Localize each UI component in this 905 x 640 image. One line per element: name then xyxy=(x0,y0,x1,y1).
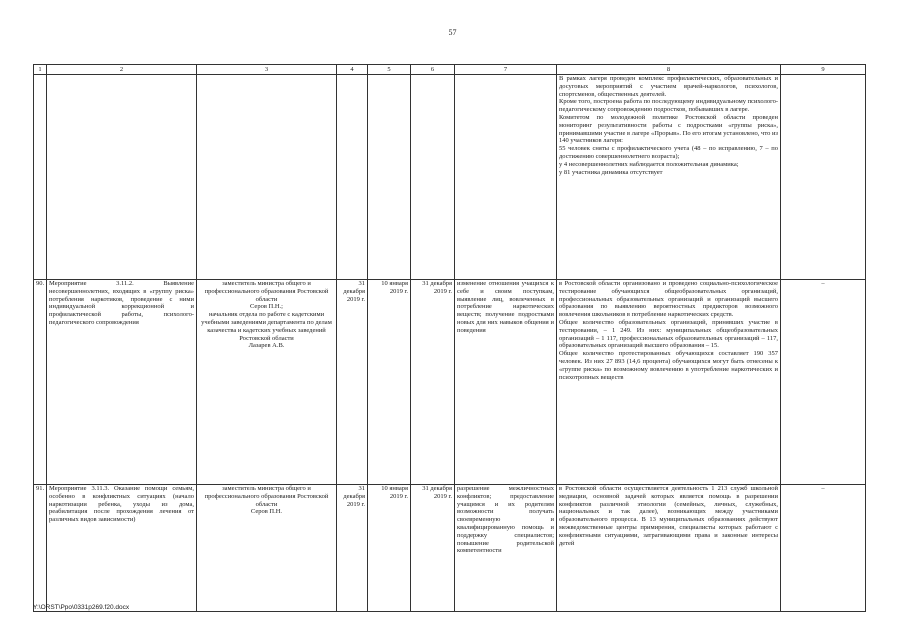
column-number: 5 xyxy=(368,65,411,75)
cell-date-end: 31 декабря 2019 г. xyxy=(411,280,455,485)
cell-empty xyxy=(781,75,866,280)
results-paragraph: Общее количество образовательных организаций, принявших участие в тестировании, – 1 249. Из них: муниципальных общеобразовательных организаций – 1 117, профессиональных образовательных организаций – 117, образовательных организаций высшего образования – 15. xyxy=(559,318,778,350)
cell-date-planned: 31 декабря 2019 г. xyxy=(337,280,368,485)
cell-date-start: 10 января 2019 г. xyxy=(368,485,411,612)
cell-empty xyxy=(368,75,411,280)
results-paragraph: Кроме того, построена работа по последующему индивидуальному психолого-педагогическому сопровождению подростков, побывавших в лагере. xyxy=(559,98,778,114)
cell-responsible xyxy=(197,280,337,485)
results-paragraph: у 4 несовершеннолетних наблюдается положительная динамика; xyxy=(559,160,739,168)
results-paragraph: в Ростовской области организовано и проведено социально-психологическое тестирование обучающихся общеобразовательных организаций, профессиональных образовательных организаций и организаций высшего образования по выявлению вероятностных предикторов возможного вовлечения школьников в потребление наркотических средств. xyxy=(559,280,778,319)
responsible-line: заместитель министра общего и профессионального образования Ростовской области xyxy=(204,485,329,508)
cell-event: Мероприятие 3.11.2. Выявление несовершеннолетних, входящих в «группу риска» потребления наркотиков, проведение с ними индивидуальной коррекционной и профилактической работы, психолого-педагогического сопровождения xyxy=(47,280,197,485)
page-number: 57 xyxy=(448,28,457,37)
cell-event: Мероприятие 3.11.3. Оказание помощи семьям, особенно в конфликтных ситуациях (начало наркотизации ребенка, уходы из дома, реабилитация после прохождения лечения от различных видов зависимости) xyxy=(47,485,197,612)
responsible-line: Лазарев А.В. xyxy=(248,342,285,350)
cell-empty xyxy=(337,75,368,280)
cell-reasons: – xyxy=(781,280,866,485)
column-number: 8 xyxy=(557,65,781,75)
cell-empty xyxy=(47,75,197,280)
column-number: 9 xyxy=(781,65,866,75)
cell-expected-result: разрешение межличностных конфликтов; предоставление учащимся и их родителям возможности получать своевременную и квалифицированную помощь и поддержку специалистов; повышение родительской компетентности xyxy=(455,485,557,612)
results-paragraph: Комитетом по молодежной политике Ростовской области проведен мониторинг результативности работы с подростками «группы риска», принимавшими участие в лагере «Прорыв». По его итогам установлено, что из 140 участников лагеря: xyxy=(559,113,778,145)
responsible-line: начальник отдела по работе с кадетскими учебными заведениями департамента по делам казачества и кадетских учебных заведений Ростовской области xyxy=(201,311,332,342)
cell-date-start: 10 января 2019 г. xyxy=(368,280,411,485)
cell-empty xyxy=(197,75,337,280)
report-table xyxy=(33,64,866,612)
column-number: 7 xyxy=(455,65,557,75)
results-paragraph: Общее количество протестированных обучающихся составляет 190 357 человек. Из них 27 893 (14,6 процента) обучающихся могут быть отнесены к «группе риска» по возможному вовлечению в употребление наркотических и психотропных веществ xyxy=(559,350,778,381)
column-number: 4 xyxy=(337,65,368,75)
results-paragraph: в Ростовской области осуществляется деятельность 1 213 служб школьной медиации, основной задачей которых является помощь в разрешении конфликтов различной этиологии (семейных, личных, служебных, национальных и так далее), возникающих между участниками образовательного процесса. В 13 муниципальных образованиях действуют межведомственные центры примирения, специалисты которых работают с конфликтными ситуациями, затрагивающими права и законные интересы детей xyxy=(559,485,778,547)
cell-responsible xyxy=(197,485,337,612)
cell-results xyxy=(557,75,781,280)
column-number: 1 xyxy=(34,65,47,75)
row-number: 90. xyxy=(34,280,47,485)
results-paragraph: В рамках лагеря проведен комплекс профилактических, образовательных и досуговых мероприятий с участием врачей-наркологов, психологов, спортсменов, общественных деятелей. xyxy=(559,75,778,98)
results-paragraph: у 81 участника динамика отсутствует xyxy=(559,168,663,176)
table-row xyxy=(34,280,866,485)
cell-expected-result: изменение отношения учащихся к себе и своим поступкам, выявление лиц, вовлеченных в потребление наркотических веществ; получение подростками новых для них навыков общения и поведения xyxy=(455,280,557,485)
table-row xyxy=(34,485,866,612)
cell-date-end: 31 декабря 2019 г. xyxy=(411,485,455,612)
column-number: 6 xyxy=(411,65,455,75)
cell-empty xyxy=(34,75,47,280)
cell-results xyxy=(557,280,781,485)
row-number: 91. xyxy=(34,485,47,612)
cell-empty xyxy=(455,75,557,280)
cell-empty xyxy=(411,75,455,280)
column-number: 2 xyxy=(47,65,197,75)
responsible-line: Серов П.Н.; xyxy=(250,303,283,311)
responsible-line: заместитель министра общего и профессионального образования Ростовской области xyxy=(204,280,329,303)
responsible-line: Серов П.Н. xyxy=(250,508,283,516)
column-number-row xyxy=(34,65,866,75)
results-paragraph: 55 человек сняты с профилактического учета (48 – по исправлению, 7 – по достижению совершеннолетнего возраста); xyxy=(559,145,778,160)
column-number: 3 xyxy=(197,65,337,75)
table-row-continuation xyxy=(34,75,866,280)
cell-reasons: – xyxy=(781,485,866,612)
cell-date-planned: 31 декабря 2019 г. xyxy=(337,485,368,612)
cell-results xyxy=(557,485,781,612)
file-path-footer: Y:\ORST\Ppo\0331p269.f20.docx xyxy=(33,604,130,611)
